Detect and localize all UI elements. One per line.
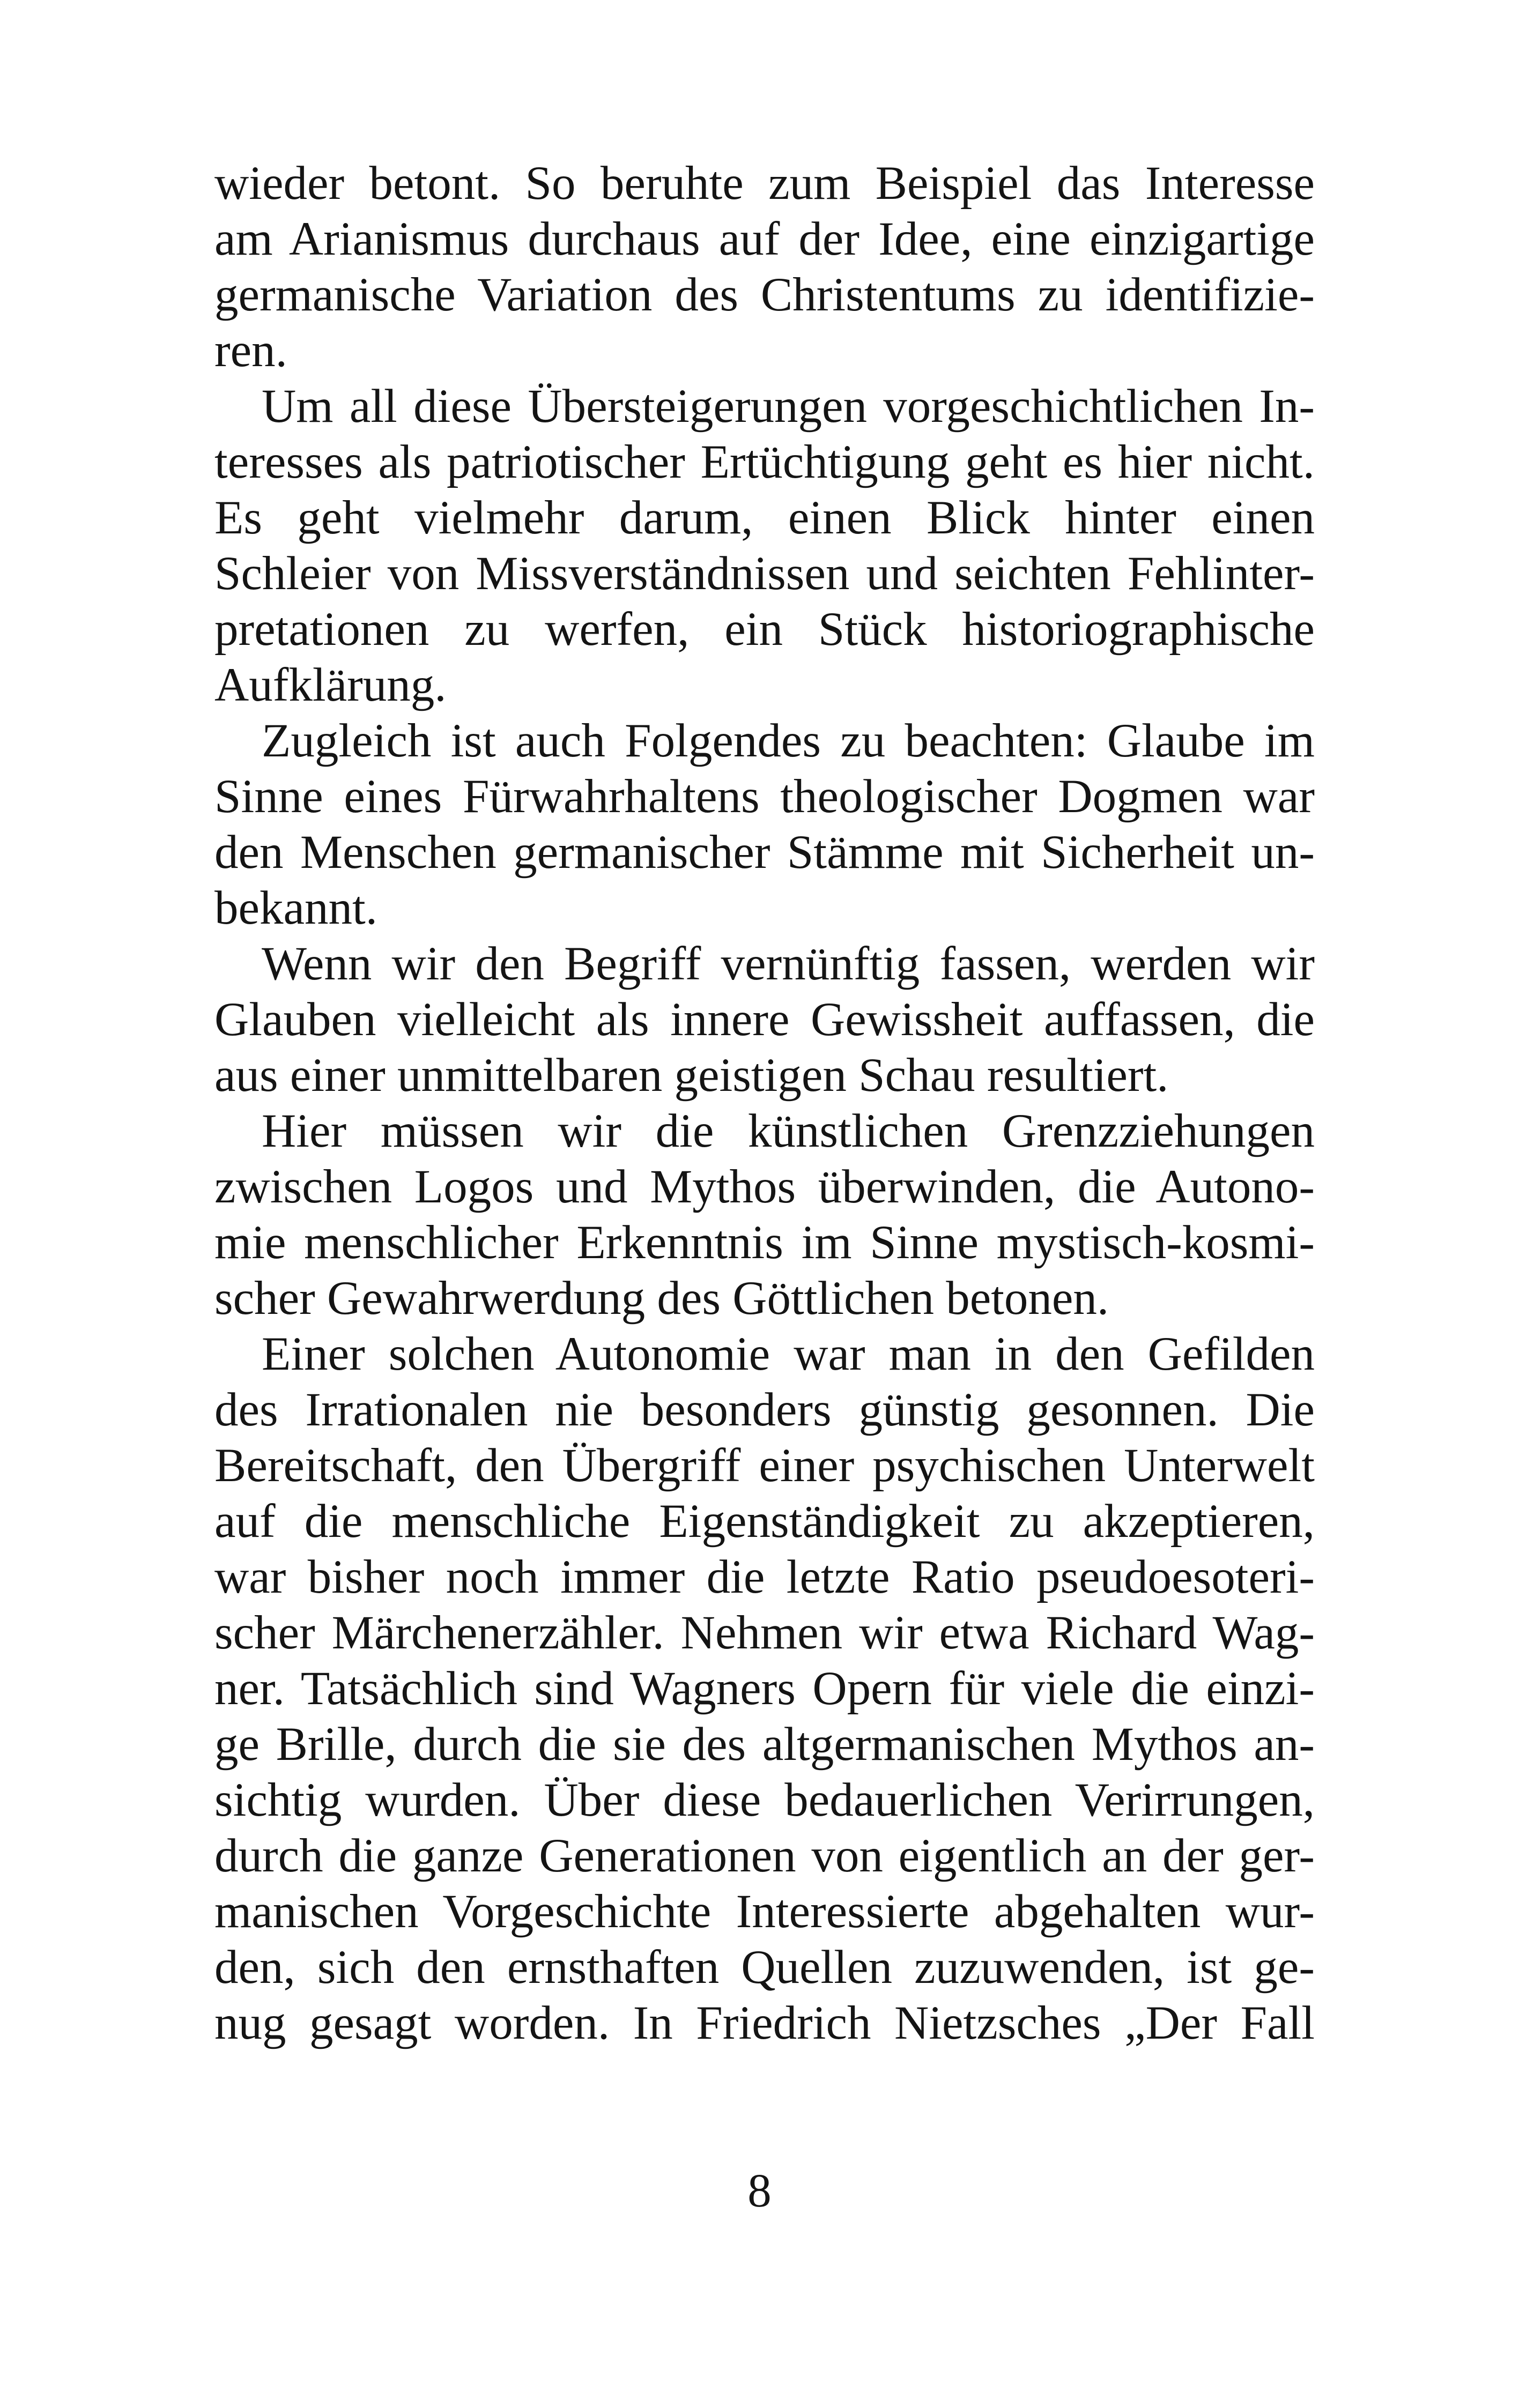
- text-line: Zugleich ist auch Folgendes zu beachten: Glaube im: [262, 715, 1315, 767]
- text-line: Hier müssen wir die künstlichen Grenzziehungen: [262, 1105, 1315, 1157]
- text-line: nug gesagt worden. In Friedrich Nietzsches „Der Fall: [214, 1997, 1315, 2049]
- text-line: aus einer unmittelbaren geistigen Schau resultiert.: [214, 1049, 1169, 1102]
- text-line: mie menschlicher Erkenntnis im Sinne mystisch-kosmi-: [214, 1216, 1315, 1269]
- text-line: Sinne eines Fürwahrhaltens theologischer Dogmen war: [214, 770, 1315, 823]
- text-line: scher Gewahrwerdung des Göttlichen betonen.: [214, 1272, 1109, 1325]
- text-line: sichtig wurden. Über diese bedauerlichen Verirrungen,: [214, 1774, 1315, 1826]
- text-line: den, sich den ernsthaften Quellen zuzuwenden, ist ge-: [214, 1941, 1315, 1994]
- text-line: den Menschen germanischer Stämme mit Sicherheit un-: [214, 826, 1315, 879]
- text-line: Bereitschaft, den Übergriff einer psychischen Unterwelt: [214, 1439, 1315, 1492]
- text-line: des Irrationalen nie besonders günstig gesonnen. Die: [214, 1384, 1315, 1436]
- text-line: pretationen zu werfen, ein Stück historiographische: [214, 603, 1315, 656]
- text-line: bekannt.: [214, 882, 377, 934]
- text-line: ren.: [214, 324, 287, 377]
- text-line: Schleier von Missverständnissen und seichten Fehlinter-: [214, 547, 1315, 600]
- text-line: Aufklärung.: [214, 659, 447, 711]
- text-line: ge Brille, durch die sie des altgermanischen Mythos an-: [214, 1718, 1315, 1771]
- text-line: Es geht vielmehr darum, einen Blick hinter einen: [214, 492, 1315, 544]
- text-line: Wenn wir den Begriff vernünftig fassen, werden wir: [262, 938, 1315, 990]
- text-line: Einer solchen Autonomie war man in den Gefilden: [262, 1328, 1315, 1380]
- text-line: ner. Tatsächlich sind Wagners Opern für viele die einzi-: [214, 1662, 1315, 1715]
- text-line: teresses als patriotischer Ertüchtigung geht es hier nicht.: [214, 436, 1315, 488]
- body-text: [214, 155, 1315, 2051]
- text-line: auf die menschliche Eigenständigkeit zu akzeptieren,: [214, 1495, 1315, 1548]
- text-line: war bisher noch immer die letzte Ratio pseudoesoteri-: [214, 1551, 1315, 1603]
- text-line: Glauben vielleicht als innere Gewissheit auffassen, die: [214, 993, 1315, 1046]
- text-line: Um all diese Übersteigerungen vorgeschichtlichen In-: [262, 380, 1315, 433]
- text-line: germanische Variation des Christentums zu identifizie-: [214, 269, 1315, 321]
- text-line: scher Märchenerzähler. Nehmen wir etwa Richard Wag-: [214, 1607, 1315, 1659]
- text-line: zwischen Logos und Mythos überwinden, die Autono-: [214, 1161, 1315, 1213]
- page-number: 8: [747, 2165, 772, 2217]
- text-line: wieder betont. So beruhte zum Beispiel das Interesse: [214, 157, 1315, 210]
- text-line: manischen Vorgeschichte Interessierte abgehalten wur-: [214, 1885, 1315, 1938]
- text-line: am Arianismus durchaus auf der Idee, eine einzigartige: [214, 213, 1315, 265]
- text-line: durch die ganze Generationen von eigentlich an der ger-: [214, 1830, 1315, 1882]
